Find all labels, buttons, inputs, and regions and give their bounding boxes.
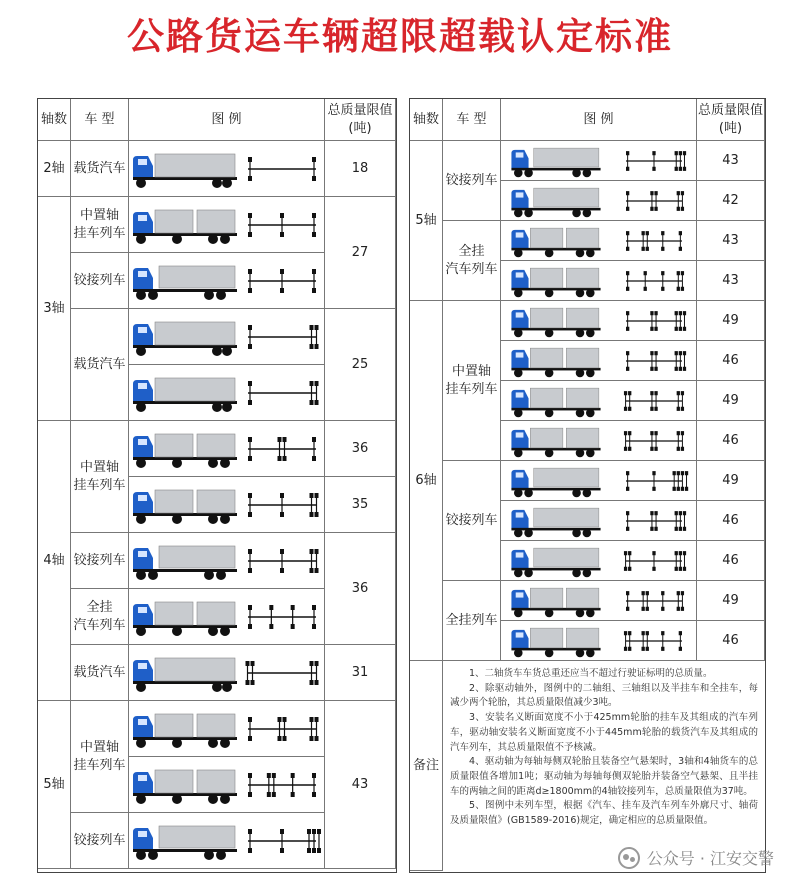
header-axles <box>38 99 71 141</box>
page-title: 公路货运车辆超限超载认定标准 <box>127 14 673 58</box>
vehicle-type-cell-text: 全挂列车 <box>445 612 498 628</box>
vehicle-type-cell-text: 中置轴 挂车列车 <box>73 459 126 493</box>
mass-limit-cell-text: 49 <box>722 472 739 488</box>
vehicle-type-cell-text: 中置轴 挂车列车 <box>73 739 126 773</box>
mass-limit-cell <box>697 501 765 541</box>
axle-schematic-R5 <box>619 347 689 375</box>
truck-pictogram-R6 <box>508 383 604 419</box>
truck-pictogram-L3 <box>131 316 239 358</box>
diagram-cell <box>501 381 697 421</box>
axle-schematic-L5 <box>242 432 322 466</box>
mass-limit-cell-text: 46 <box>722 552 739 568</box>
mass-limit-cell-text: 49 <box>722 312 739 328</box>
diagram-cell <box>501 501 697 541</box>
header-axles <box>410 99 443 141</box>
mass-limit-cell-text: 36 <box>351 580 369 596</box>
header-type-text: 车 型 <box>84 111 115 127</box>
mass-limit-cell <box>697 221 765 261</box>
right-table <box>409 98 766 873</box>
mass-limit-cell-text: 43 <box>722 272 739 288</box>
diagram-cell <box>129 309 325 365</box>
vehicle-type-cell <box>71 533 129 589</box>
mass-limit-cell <box>697 541 765 581</box>
axle-count-cell-text: 5轴 <box>43 776 65 792</box>
truck-pictogram-R3 <box>508 263 604 299</box>
vehicle-type-cell <box>443 141 501 221</box>
truck-pictogram-L1 <box>131 204 239 246</box>
truck-pictogram-R12 <box>508 623 604 659</box>
axle-schematic-R3 <box>619 267 689 295</box>
vehicle-type-cell <box>443 581 501 661</box>
diagram-cell <box>129 757 325 813</box>
watermark <box>618 846 774 869</box>
mass-limit-cell-text: 43 <box>722 152 739 168</box>
note-item: 1、二轴货车车货总重还应当不超过行驶证标明的总质量。 <box>469 668 713 679</box>
vehicle-type-cell <box>71 421 129 533</box>
axle-schematic-R1 <box>619 187 689 215</box>
mass-limit-cell <box>697 381 765 421</box>
diagram-cell <box>129 197 325 253</box>
note-item: 5、图例中未列车型，根据《汽车、挂车及汽车列车外廓尺寸、轴荷及质量限值》(GB1589-2016)规定，确定相应的总质量限值。 <box>450 800 758 827</box>
diagram-cell <box>501 421 697 461</box>
axle-schematic-L3 <box>242 320 322 354</box>
truck-pictogram-L4 <box>131 372 239 414</box>
truck-pictogram-R1 <box>508 183 604 219</box>
vehicle-type-cell-text: 载货汽车 <box>73 160 126 176</box>
mass-limit-cell-text: 18 <box>351 160 369 176</box>
axle-count-cell-text: 2轴 <box>43 160 65 176</box>
notes-body <box>450 667 758 867</box>
axle-schematic-L0 <box>242 152 322 186</box>
vehicle-type-cell <box>71 813 129 869</box>
truck-pictogram-R10 <box>508 543 604 579</box>
wechat-icon <box>618 847 640 869</box>
diagram-cell <box>129 533 325 589</box>
mass-limit-cell <box>697 141 765 181</box>
watermark-text: 公众号 · 江安交警 <box>646 849 774 868</box>
axle-schematic-R4 <box>619 307 689 335</box>
mass-limit-cell <box>697 621 765 661</box>
truck-pictogram-R9 <box>508 503 604 539</box>
axle-schematic-R12 <box>619 627 689 655</box>
vehicle-type-cell-text: 铰接列车 <box>73 552 126 568</box>
notes-label-text: 备注 <box>412 757 439 773</box>
vehicle-type-cell <box>443 221 501 301</box>
truck-pictogram-R11 <box>508 583 604 619</box>
axle-schematic-L7 <box>242 544 322 578</box>
vehicle-type-cell-text: 全挂 汽车列车 <box>73 599 126 633</box>
header-diagram <box>129 99 325 141</box>
axle-count-cell <box>410 301 443 661</box>
mass-limit-cell <box>325 421 396 477</box>
header-axles-text: 轴数 <box>412 111 439 127</box>
mass-limit-cell-text: 42 <box>722 192 739 208</box>
vehicle-type-cell <box>443 301 501 461</box>
header-type-text: 车 型 <box>456 111 487 127</box>
header-limit <box>697 99 765 141</box>
mass-limit-cell <box>697 261 765 301</box>
axle-count-cell <box>38 701 71 869</box>
vehicle-type-cell-text: 铰接列车 <box>445 172 498 188</box>
diagram-cell <box>129 701 325 757</box>
axle-schematic-R2 <box>619 227 689 255</box>
axle-schematic-R10 <box>619 547 689 575</box>
notes-label <box>410 661 443 871</box>
axle-schematic-L2 <box>242 264 322 298</box>
mass-limit-cell <box>325 645 396 701</box>
axle-schematic-L11 <box>242 768 322 802</box>
truck-pictogram-R2 <box>508 223 604 259</box>
header-diagram-text: 图 例 <box>211 111 242 127</box>
header-type <box>443 99 501 141</box>
vehicle-type-cell <box>71 141 129 197</box>
truck-pictogram-L2 <box>131 260 239 302</box>
vehicle-type-cell <box>71 253 129 309</box>
vehicle-type-cell-text: 载货汽车 <box>73 664 126 680</box>
header-limit <box>325 99 396 141</box>
mass-limit-cell-text: 46 <box>722 632 739 648</box>
mass-limit-cell-text: 46 <box>722 352 739 368</box>
truck-pictogram-L0 <box>131 148 239 190</box>
axle-schematic-L8 <box>242 600 322 634</box>
mass-limit-cell-text: 27 <box>351 244 369 260</box>
diagram-cell <box>501 261 697 301</box>
vehicle-type-cell <box>71 701 129 813</box>
vehicle-type-cell-text: 中置轴 挂车列车 <box>445 363 498 397</box>
mass-limit-cell <box>325 141 396 197</box>
axle-count-cell <box>38 141 71 197</box>
vehicle-type-cell <box>71 197 129 253</box>
axle-schematic-R9 <box>619 507 689 535</box>
left-table <box>37 98 397 873</box>
diagram-cell <box>129 421 325 477</box>
truck-pictogram-R0 <box>508 143 604 179</box>
truck-pictogram-R5 <box>508 343 604 379</box>
vehicle-type-cell-text: 铰接列车 <box>73 272 126 288</box>
header-limit-text: 总质量限值 (吨) <box>327 102 393 136</box>
axle-schematic-R0 <box>619 147 689 175</box>
axle-schematic-R7 <box>619 427 689 455</box>
diagram-cell <box>501 621 697 661</box>
truck-pictogram-L12 <box>131 820 239 862</box>
vehicle-type-cell <box>71 309 129 421</box>
diagram-cell <box>501 301 697 341</box>
axle-schematic-L9 <box>242 656 322 690</box>
truck-pictogram-L10 <box>131 708 239 750</box>
vehicle-type-cell-text: 中置轴 挂车列车 <box>73 207 126 241</box>
mass-limit-cell <box>697 181 765 221</box>
mass-limit-cell <box>697 421 765 461</box>
mass-limit-cell <box>697 461 765 501</box>
diagram-cell <box>129 141 325 197</box>
truck-pictogram-L9 <box>131 652 239 694</box>
mass-limit-cell <box>325 533 396 645</box>
truck-pictogram-L6 <box>131 484 239 526</box>
mass-limit-cell-text: 46 <box>722 512 739 528</box>
diagram-cell <box>501 341 697 381</box>
diagram-cell <box>501 581 697 621</box>
mass-limit-cell <box>325 309 396 421</box>
truck-pictogram-L11 <box>131 764 239 806</box>
mass-limit-cell-text: 36 <box>351 440 369 456</box>
axle-count-cell <box>38 197 71 421</box>
axle-schematic-R8 <box>619 467 689 495</box>
mass-limit-cell-text: 43 <box>722 232 739 248</box>
header-axles-text: 轴数 <box>40 111 67 127</box>
vehicle-type-cell <box>443 461 501 581</box>
mass-limit-cell <box>325 477 396 533</box>
note-item: 2、除驱动轴外，图例中的二轴组、三轴组以及半挂车和全挂车，每减少两个轮胎，其总质量限值减少3吨。 <box>450 682 758 709</box>
note-item: 4、驱动轴为每轴每侧双轮胎且装备空气悬架时，3轴和4轴货车的总质量限值各增加1吨；驱动轴为每轴每侧双轮胎并装备空气悬架、且半挂车的两轴之间的距离d≥1800mm的4轴铰接列车，总质量限值为37吨。 <box>450 756 758 797</box>
truck-pictogram-L7 <box>131 540 239 582</box>
truck-pictogram-L8 <box>131 596 239 638</box>
diagram-cell <box>129 477 325 533</box>
vehicle-type-cell <box>71 589 129 645</box>
mass-limit-cell-text: 25 <box>351 356 369 372</box>
diagram-cell <box>501 141 697 181</box>
axle-count-cell-text: 5轴 <box>415 212 437 228</box>
axle-count-cell-text: 3轴 <box>43 300 65 316</box>
mass-limit-cell-text: 35 <box>351 496 369 512</box>
header-limit-text: 总质量限值 (吨) <box>697 102 763 136</box>
header-diagram <box>501 99 697 141</box>
diagram-cell <box>501 541 697 581</box>
mass-limit-cell <box>697 301 765 341</box>
mass-limit-cell <box>697 341 765 381</box>
vehicle-type-cell-text: 铰接列车 <box>445 512 498 528</box>
axle-count-cell-text: 6轴 <box>415 472 437 488</box>
header-type <box>71 99 129 141</box>
axle-schematic-L10 <box>242 712 322 746</box>
axle-count-cell-text: 4轴 <box>43 552 65 568</box>
mass-limit-cell-text: 43 <box>351 776 369 792</box>
vehicle-type-cell <box>71 645 129 701</box>
truck-pictogram-R4 <box>508 303 604 339</box>
diagram-cell <box>501 181 697 221</box>
mass-limit-cell-text: 46 <box>722 432 739 448</box>
truck-pictogram-R8 <box>508 463 604 499</box>
vehicle-type-cell-text: 全挂 汽车列车 <box>445 243 498 277</box>
diagram-cell <box>129 253 325 309</box>
axle-schematic-R11 <box>619 587 689 615</box>
mass-limit-cell-text: 49 <box>722 592 739 608</box>
mass-limit-cell <box>697 581 765 621</box>
axle-count-cell <box>410 141 443 301</box>
diagram-cell <box>129 813 325 869</box>
mass-limit-cell-text: 49 <box>722 392 739 408</box>
header-diagram-text: 图 例 <box>583 111 614 127</box>
note-item: 3、安装名义断面宽度不小于425mm轮胎的挂车及其组成的汽车列车，驱动轴安装名义断面宽度不小于445mm轮胎的载货汽车及其组成的汽车列车，其总质量限值不予核减。 <box>450 712 758 753</box>
axle-count-cell <box>38 421 71 701</box>
diagram-cell <box>129 589 325 645</box>
diagram-cell <box>501 221 697 261</box>
diagram-cell <box>129 645 325 701</box>
axle-schematic-L12 <box>242 824 322 858</box>
axle-schematic-R6 <box>619 387 689 415</box>
truck-pictogram-L5 <box>131 428 239 470</box>
mass-limit-cell <box>325 701 396 869</box>
vehicle-type-cell-text: 铰接列车 <box>73 832 126 848</box>
mass-limit-cell-text: 31 <box>351 664 369 680</box>
mass-limit-cell <box>325 197 396 309</box>
diagram-cell <box>501 461 697 501</box>
axle-schematic-L4 <box>242 376 322 410</box>
axle-schematic-L1 <box>242 208 322 242</box>
axle-schematic-L6 <box>242 488 322 522</box>
truck-pictogram-R7 <box>508 423 604 459</box>
vehicle-type-cell-text: 载货汽车 <box>73 356 126 372</box>
diagram-cell <box>129 365 325 421</box>
